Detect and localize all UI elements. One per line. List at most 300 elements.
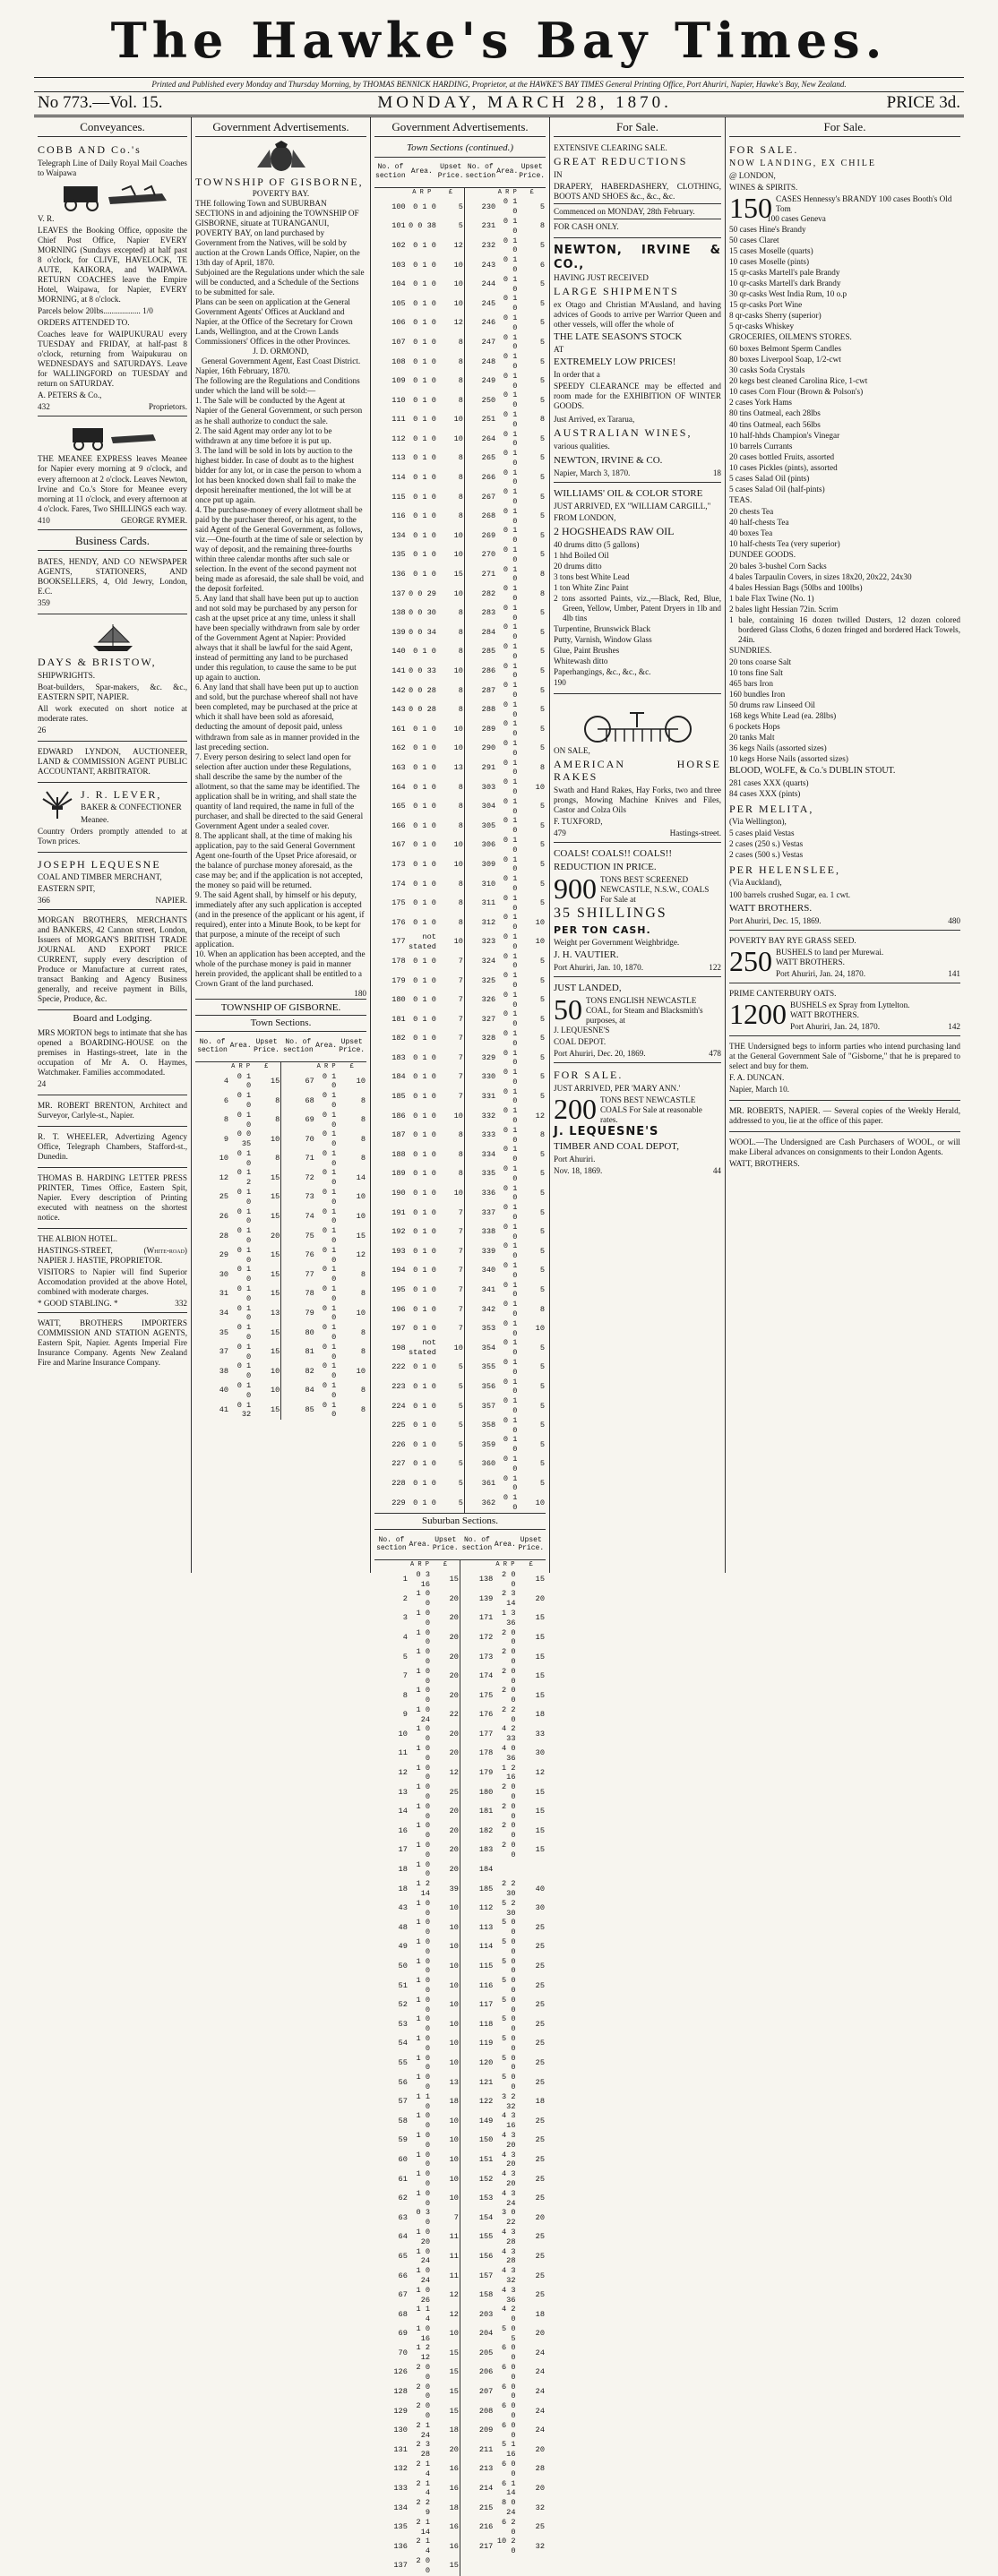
table-cell: 5 <box>402 1652 408 1662</box>
table-cell: 5 <box>539 434 545 443</box>
table-cell: 14 <box>356 1172 366 1182</box>
ad-number: 26 <box>38 725 47 734</box>
ad-address: Hastings-street. <box>669 828 721 837</box>
table-cell: 0 1 0 <box>413 975 436 985</box>
table-cell: 15 <box>270 1076 280 1086</box>
table-cell: 71 <box>281 1149 315 1169</box>
table-cell: 243 <box>464 255 496 275</box>
list-item: 50 drums raw Linseed Oil <box>729 700 815 710</box>
table-cell: 25 <box>535 2135 545 2145</box>
table-cell: 0 1 0 <box>413 1459 436 1469</box>
table-cell: 7 <box>458 1246 463 1256</box>
table-row <box>195 1284 366 1304</box>
table-row <box>374 1474 546 1494</box>
table-cell: 0 1 0 <box>413 1381 436 1391</box>
table-cell: 0 1 0 <box>503 1338 518 1358</box>
table-cell: 0 1 0 <box>503 913 518 932</box>
list-item: 15 cases Moselle (quarts) <box>729 246 813 255</box>
table-cell: 1 0 0 <box>416 2169 431 2188</box>
table-cell: 10 <box>398 1729 408 1739</box>
ad-signature: J. LEQUESNE'S <box>554 1124 659 1138</box>
table-cell: 0 1 0 <box>503 1261 518 1280</box>
table-cell: 304 <box>464 797 496 817</box>
table-cell: 10 <box>449 2329 459 2339</box>
table-cell: 79 <box>281 1304 315 1324</box>
table-cell: 2 2 9 <box>416 2498 431 2518</box>
table-cell: 0 1 0 <box>503 352 518 371</box>
table-cell: 5 <box>539 453 545 463</box>
list-item: 10 tons fine Salt <box>729 668 783 678</box>
table-cell: 115 <box>460 1957 494 1977</box>
table-cell: 175 <box>391 898 406 908</box>
table-cell: 215 <box>460 2498 494 2518</box>
table-cell: 1 <box>402 1575 408 1584</box>
table-cell: 15 <box>270 1327 280 1337</box>
table-row <box>374 2286 546 2306</box>
table-row <box>374 2421 546 2441</box>
unit-cell: £ <box>443 1560 448 1568</box>
table-row <box>374 797 546 817</box>
list-item: 3 tons best White Lead <box>554 571 630 581</box>
table-row <box>374 1145 546 1164</box>
table-cell: 12 <box>449 1768 459 1778</box>
table-cell: 25 <box>535 2290 545 2300</box>
ad-text: various qualities. <box>554 441 610 451</box>
table-row <box>374 1667 546 1687</box>
table-row <box>374 1899 546 1919</box>
ad-body: WATT, BROTHERS IMPORTERS COMMISSION AND STATION AGENTS, Eastern Spit, Napier. Agents Imperial Fire Insurance Company. Agents New Zealand Fire and Marine Insurance Company. <box>38 1318 187 1368</box>
table-row <box>374 932 546 952</box>
table-cell: 25 <box>535 2019 545 2029</box>
table-cell: 12 <box>535 1111 545 1121</box>
table-cell: 8 <box>360 1154 366 1163</box>
table-cell: 4 0 36 <box>502 1744 516 1763</box>
ad-body: BUSHELS to land per Murewai. <box>776 947 884 957</box>
table-row <box>374 2556 546 2576</box>
table-cell: 20 <box>535 2212 545 2222</box>
table-cell: 11 <box>398 1748 408 1758</box>
table-cell: 4 3 20 <box>502 2130 516 2150</box>
table-cell: 0 1 0 <box>503 777 518 796</box>
table-row <box>374 1996 546 2015</box>
table-cell: 7 <box>458 1052 463 1062</box>
table-row <box>374 1435 546 1455</box>
table-cell: 15 <box>270 1192 280 1202</box>
table-cell: 8 <box>458 356 463 366</box>
column-heading: For Sale. <box>729 119 960 138</box>
table-cell: 15 <box>449 2387 459 2397</box>
table-row <box>374 2208 546 2228</box>
table-cell: 176 <box>391 917 406 927</box>
table-cell: 1 0 0 <box>416 1763 431 1782</box>
table-cell: 5 <box>539 1343 545 1352</box>
table-cell: 0 1 0 <box>503 971 518 990</box>
table-row <box>374 894 546 914</box>
table-row <box>374 1126 546 1146</box>
table-cell: 10 <box>356 1192 366 1202</box>
table-cell: 137 <box>391 588 406 598</box>
table-cell: 0 1 0 <box>413 550 436 560</box>
ad-text: (Via Auckland), <box>729 878 782 888</box>
table-cell: 31 <box>219 1289 229 1299</box>
ad-body: THE Undersigned begs to inform parties who intend purchasing land at the General Government Sale of "Gisborne," that he is prepared to select and buy for them. <box>729 1042 960 1071</box>
table-cell: 101 <box>391 221 406 231</box>
ad-headline: LARGE SHIPMENTS <box>554 285 679 298</box>
list-item: 20 tons coarse Salt <box>729 657 792 667</box>
table-cell: 0 0 28 <box>408 685 436 695</box>
table-cell: 190 <box>391 1189 406 1198</box>
ad-section: DUNDEE GOODS. <box>729 549 796 559</box>
table-cell: 0 1 0 <box>503 854 518 874</box>
table-cell: 28 <box>535 2464 545 2474</box>
table-cell: 359 <box>464 1435 496 1455</box>
ad-number: 410 <box>38 515 50 525</box>
table-cell: 0 1 0 <box>413 1439 436 1449</box>
list-item: 20 drums ditto <box>554 561 602 571</box>
table-cell: 4 <box>223 1076 229 1086</box>
table-cell: 0 1 0 <box>413 820 436 830</box>
table-cell: 5 <box>539 202 545 211</box>
ad-title: THE ALBION HOTEL. <box>38 1234 118 1244</box>
table-cell: 10 <box>453 666 463 676</box>
table-cell: 10 <box>453 1111 463 1121</box>
table-cell: 5 <box>539 550 545 560</box>
table-cell: 8 <box>458 879 463 889</box>
table-cell: 74 <box>281 1207 315 1227</box>
table-cell: 0 0 33 <box>408 666 436 676</box>
list-item: 1 ton White Zinc Paint <box>554 582 629 592</box>
list-item: Whitewash ditto <box>554 656 608 665</box>
table-cell: 5 0 0 <box>502 2053 516 2073</box>
table-cell: 41 <box>219 1405 229 1414</box>
table-cell: 0 1 0 <box>503 564 518 584</box>
table-row <box>374 1764 546 1783</box>
table-cell: 4 <box>402 1632 408 1642</box>
table-cell: 105 <box>391 298 406 308</box>
table-cell: 1 0 20 <box>416 2227 431 2246</box>
table-cell: 25 <box>535 2057 545 2067</box>
table-cell: 5 <box>539 1285 545 1295</box>
table-cell: 8 <box>223 1115 229 1125</box>
ad-section: GROCERIES, OILMEN'S STORES. <box>729 332 852 342</box>
table-cell: 0 1 0 <box>503 584 518 604</box>
table-cell: 24 <box>535 2387 545 2397</box>
table-cell: 8 <box>275 1095 280 1105</box>
table-cell: 5 <box>539 356 545 366</box>
table-cell: 25 <box>535 2077 545 2087</box>
table-cell: 154 <box>460 2208 494 2228</box>
table-row <box>374 1744 546 1764</box>
table-cell: 1 0 0 <box>416 1841 431 1859</box>
table-cell: 102 <box>391 240 406 250</box>
table-cell: 247 <box>464 333 496 353</box>
table-cell: 271 <box>464 565 496 585</box>
ad-signature: J. H. VAUTIER. <box>554 949 619 960</box>
table-cell: 245 <box>464 294 496 313</box>
table-cell: 15 <box>449 2348 459 2357</box>
table-cell: 0 1 0 <box>503 332 518 352</box>
ad-number: 480 <box>948 915 960 925</box>
table-cell: 5 <box>539 1381 545 1391</box>
coals-ad <box>554 846 721 977</box>
table-cell: 5 <box>539 627 545 637</box>
table-cell: 5 <box>539 820 545 830</box>
table-cell: 0 1 0 <box>503 1454 518 1473</box>
ad-signature: WATT, BROTHERS. <box>729 1159 800 1169</box>
table-cell: 7 <box>458 1227 463 1237</box>
stout-list <box>729 778 960 799</box>
table-row <box>374 2537 546 2556</box>
ad-signature: GEORGE RYMER. <box>120 515 187 525</box>
ad-title: WILLIAMS' OIL & COLOR STORE <box>554 487 703 499</box>
table-cell: not stated <box>408 932 436 951</box>
unit-cell: A R P <box>409 1560 429 1568</box>
ad-headline-4: AUSTRALIAN WINES, <box>554 426 693 440</box>
unit-cell <box>464 187 496 197</box>
table-cell: 25 <box>535 2232 545 2242</box>
table-cell: 25 <box>535 2000 545 2010</box>
table-cell: 10 <box>449 1942 459 1952</box>
table-cell: 2 2 0 <box>502 1704 516 1724</box>
table-row <box>374 642 546 662</box>
table-cell: 25 <box>535 1942 545 1952</box>
table-cell: 328 <box>464 1029 496 1049</box>
table-cell: 332 <box>464 1106 496 1126</box>
ad-text: AT <box>554 344 564 354</box>
table-cell: 8 <box>458 782 463 792</box>
table-row <box>374 2363 546 2383</box>
ad-number: 478 <box>709 1049 721 1059</box>
table-cell: 310 <box>464 874 496 894</box>
table-cell: 67 <box>281 1072 315 1092</box>
table-cell: 157 <box>460 2266 494 2286</box>
table-cell: 0 1 0 <box>413 1324 436 1334</box>
table-cell: 5 <box>539 647 545 657</box>
table-cell: 1 0 0 <box>416 2014 431 2034</box>
table-row <box>374 410 546 430</box>
column-heading: Conveyances. <box>38 119 187 138</box>
table-cell: 60 <box>398 2154 408 2164</box>
table-cell: 311 <box>464 894 496 914</box>
table-cell: 5 <box>458 1401 463 1411</box>
table-row <box>195 1361 366 1381</box>
table-cell: 8 <box>458 1169 463 1179</box>
chile-cargo-ad <box>729 141 960 930</box>
table-cell: 33 <box>535 1729 545 1739</box>
table-cell: 66 <box>398 2271 408 2280</box>
list-item: 8. The applicant shall, at the time of making his application, pay to the said General Government Agent one-fourth of the Upset Price aforesaid, or the balance of purchase money aforesaid, as the case may be; and if the application is not accepted, the money so paid will be returned. <box>195 830 363 889</box>
table-cell: 0 1 0 <box>413 762 436 772</box>
table-row <box>374 2324 546 2344</box>
ad-date: Port Ahuriri, Jan. 24, 1870. <box>776 968 866 978</box>
table-row <box>374 1860 546 1880</box>
table-row <box>374 1203 546 1223</box>
town-sections-table <box>195 1031 366 1420</box>
table-row <box>374 1087 546 1107</box>
table-cell: 5 <box>458 1478 463 1488</box>
table-row <box>374 681 546 700</box>
table-row <box>374 2305 546 2324</box>
table-cell: 2 0 0 <box>416 2363 431 2382</box>
ad-number: 142 <box>948 1021 960 1031</box>
table-cell: 5 <box>539 666 545 676</box>
table-cell: 11 <box>449 2232 459 2242</box>
table-cell: 167 <box>391 840 406 850</box>
table-cell: 206 <box>460 2363 494 2383</box>
table-cell: 1 0 0 <box>416 1801 431 1821</box>
table-cell: 5 1 16 <box>502 2440 516 2460</box>
table-cell: 20 <box>449 1632 459 1642</box>
table-cell: 0 1 0 <box>413 1266 436 1275</box>
ad-section: PER MELITA, <box>729 802 814 815</box>
table-cell: 10 <box>449 2174 459 2184</box>
williams-oil-ad <box>554 485 721 694</box>
table-cell: 2 0 0 <box>502 1647 516 1666</box>
column-header: No. of section <box>374 157 407 187</box>
table-cell: 224 <box>391 1401 406 1411</box>
table-cell: 2 3 14 <box>502 1589 516 1609</box>
column-header: No. of section <box>464 157 496 187</box>
ad-text: TIMBER AND COAL DEPOT, <box>554 1140 679 1152</box>
table-cell: 1 0 0 <box>416 1589 431 1609</box>
table-cell: 20 <box>449 1729 459 1739</box>
table-cell: 0 1 0 <box>413 240 436 250</box>
list-item: 465 bars Iron <box>729 679 773 689</box>
table-cell: 10 <box>449 2135 459 2145</box>
table-cell: 251 <box>464 410 496 430</box>
table-cell: 68 <box>398 2309 408 2319</box>
table-cell: 0 1 0 <box>413 1362 436 1372</box>
table-cell: 0 1 0 <box>413 1304 436 1314</box>
list-item: 15 qr-casks Martell's pale Brandy <box>729 268 840 278</box>
table-cell: 8 <box>539 1304 545 1314</box>
list-item: 50 cases Hine's Brandy <box>729 224 806 234</box>
table-cell: 205 <box>460 2343 494 2363</box>
table-cell: 0 1 0 <box>503 429 518 449</box>
table-cell: 0 1 0 <box>503 739 518 758</box>
list-item: 1 bale Flax Twine (No. 1) <box>729 594 814 603</box>
table-cell: 20 <box>535 2444 545 2454</box>
ad-signature: WATT BROTHERS. <box>776 957 845 966</box>
table-cell: 25 <box>535 2271 545 2280</box>
spirits-list <box>729 214 960 331</box>
table-cell: 0 3 0 <box>416 2208 431 2228</box>
table-cell: 0 1 0 <box>322 1129 337 1149</box>
ad-date: Port Ahuriri, Jan. 10, 1870. <box>554 962 644 972</box>
table-cell: 2 0 0 <box>502 1627 516 1647</box>
column-header: Upset Price. <box>518 157 546 187</box>
table-cell: 340 <box>464 1261 496 1281</box>
table-cell: 0 1 0 <box>413 898 436 908</box>
table-cell: 114 <box>460 1937 494 1957</box>
table-cell: 4 3 32 <box>502 2266 516 2285</box>
table-cell: 25 <box>535 2116 545 2125</box>
notice-subtitle: POVERTY BAY. <box>252 188 310 198</box>
column-heading: For Sale. <box>554 119 721 138</box>
table-cell: 282 <box>464 584 496 604</box>
table-cell: 15 <box>535 1807 545 1816</box>
table-cell: 10 <box>453 840 463 850</box>
wheeler-ad <box>38 1129 187 1168</box>
table-cell: 0 1 0 <box>503 1048 518 1068</box>
table-cell: 143 <box>391 705 406 715</box>
table-cell: 246 <box>464 313 496 333</box>
table-cell: 0 1 0 <box>413 743 436 753</box>
table-cell: 183 <box>460 1841 494 1860</box>
coach-icon <box>46 181 180 211</box>
table-row <box>195 1246 366 1266</box>
table-row <box>374 623 546 642</box>
table-cell: 6 1 14 <box>502 2478 516 2498</box>
notice-signature: J. D. ORMOND, <box>253 347 309 356</box>
table-cell: 0 1 0 <box>413 1401 436 1411</box>
ad-signature: NEWTON, IRVINE & CO. <box>554 454 663 466</box>
table-cell: 0 1 0 <box>237 1091 252 1110</box>
table-cell: 4 3 28 <box>502 2246 516 2266</box>
table-cell: 264 <box>464 430 496 450</box>
table-row <box>374 913 546 932</box>
ad-date: Nov. 18, 1869. <box>554 1165 603 1175</box>
table-row <box>374 2111 546 2131</box>
table-cell: 5 <box>539 685 545 695</box>
ad-number: 479 <box>554 828 566 837</box>
table-cell: 0 1 0 <box>503 526 518 545</box>
table-cell: 2 1 4 <box>416 2460 431 2478</box>
table-cell: 69 <box>398 2329 408 2339</box>
parcels-rate: Parcels below 20lbs.................. 1/0 <box>38 306 153 316</box>
table-cell: 179 <box>460 1764 494 1783</box>
table-cell: 5 0 0 <box>502 1918 516 1937</box>
table-cell <box>494 2556 516 2576</box>
ad-title: COBB AND Co.'s <box>38 143 142 157</box>
table-cell: 1 2 14 <box>416 1879 431 1899</box>
table-cell: 0 1 0 <box>503 932 518 951</box>
table-cell: 2 1 4 <box>416 2537 431 2556</box>
notice-date: Napier, 16th February, 1870. <box>195 366 290 376</box>
notice-signature-title: General Government Agent, East Coast District. <box>201 356 361 366</box>
table-cell: 0 1 0 <box>413 1246 436 1256</box>
table-cell: 1 0 0 <box>416 2053 431 2073</box>
table-cell: 10 <box>535 1324 545 1334</box>
table-row <box>374 391 546 410</box>
table-cell: 185 <box>460 1879 494 1899</box>
table-row <box>374 1049 546 1069</box>
table-cell: 10 <box>453 550 463 560</box>
table-cell: 129 <box>393 2406 408 2416</box>
table-cell: 178 <box>391 956 406 966</box>
table-cell: 10 <box>449 2019 459 2029</box>
table-row <box>374 1782 546 1802</box>
table-cell: 20 <box>535 2329 545 2339</box>
table-cell: 0 1 0 <box>237 1206 252 1226</box>
table-subtitle: Town Sections. <box>195 1015 366 1031</box>
table-cell: 287 <box>464 681 496 700</box>
table-cell: 1 0 0 <box>416 1859 431 1879</box>
unit-cell <box>374 1559 409 1569</box>
table-row <box>374 1686 546 1705</box>
table-row <box>374 855 546 875</box>
table-cell: 180 <box>391 995 406 1005</box>
table-cell: 8 <box>539 762 545 772</box>
table-row <box>374 971 546 991</box>
table-cell: 185 <box>391 1092 406 1102</box>
list-item: 40 half-chests Tea <box>729 517 789 527</box>
table-cell: 0 1 0 <box>503 1241 518 1261</box>
list-item: 40 drums ditto (5 gallons) <box>554 539 640 549</box>
table-cell: 29 <box>219 1250 229 1260</box>
table-cell: 152 <box>460 2169 494 2189</box>
table-cell: 28 <box>219 1231 229 1241</box>
